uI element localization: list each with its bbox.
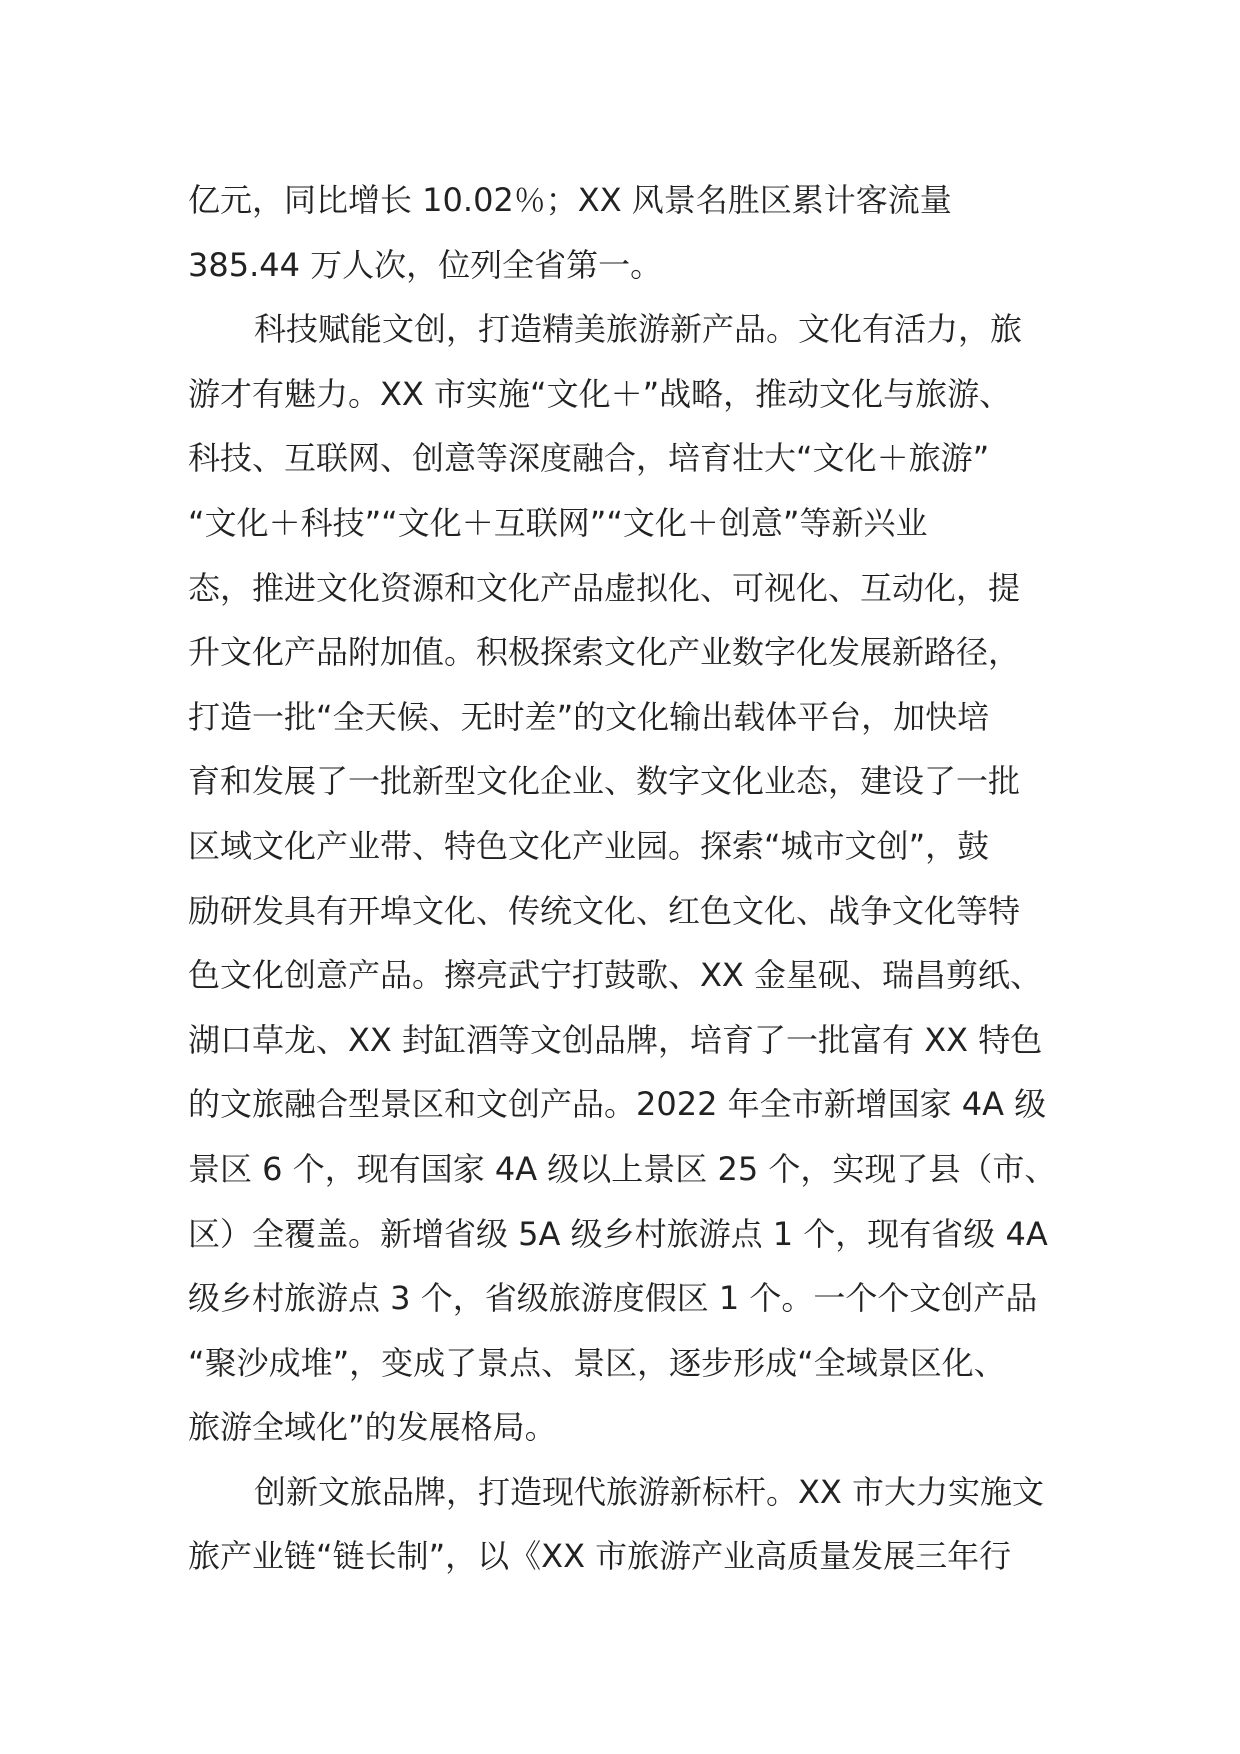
text-line: “文化＋科技”“文化＋互联网”“文化＋创意”等新兴业	[188, 503, 928, 542]
text-line: 旅游全域化”的发展格局。	[188, 1408, 557, 1447]
text-line: 旅产业链“链长制”，以《XX 市旅游产业高质量发展三年行	[188, 1537, 1012, 1576]
text-line: 湖口草龙、XX 封缸酒等文创品牌，培育了一批富有 XX 特色	[188, 1020, 1043, 1059]
paragraph-first-line: 科技赋能文创，打造精美旅游新产品。文化有活力，旅	[254, 310, 1023, 349]
text-line: 育和发展了一批新型文化企业、数字文化业态，建设了一批	[188, 762, 1021, 801]
text-line: 游才有魅力。XX 市实施“文化＋”战略，推动文化与旅游、	[188, 374, 1012, 413]
text-line: 励研发具有开埠文化、传统文化、红色文化、战争文化等特	[188, 891, 1021, 930]
text-line: 区）全覆盖。新增省级 5A 级乡村旅游点 1 个，现有省级 4A	[188, 1214, 1048, 1253]
paragraph-first-line: 创新文旅品牌，打造现代旅游新标杆。XX 市大力实施文	[254, 1472, 1045, 1511]
text-line: 亿元，同比增长 10.02％；XX 风景名胜区累计客流量	[188, 181, 952, 219]
text-line: 升文化产品附加值。积极探索文化产业数字化发展新路径，	[188, 633, 1021, 672]
text-line: “聚沙成堆”，变成了景点、景区，逐步形成“全域景区化、	[188, 1343, 1006, 1382]
text-line: 385.44 万人次，位列全省第一。	[188, 245, 663, 284]
text-line: 科技、互联网、创意等深度融合，培育壮大“文化＋旅游”	[188, 439, 990, 478]
text-line: 的文旅融合型景区和文创产品。2022 年全市新增国家 4A 级	[188, 1085, 1047, 1124]
text-line: 打造一批“全天候、无时差”的文化输出载体平台，加快培	[188, 697, 990, 736]
document-body	[188, 168, 1066, 1589]
text-line: 区域文化产业带、特色文化产业园。探索“城市文创”，鼓	[188, 826, 990, 865]
text-line: 色文化创意产品。擦亮武宁打鼓歌、XX 金星砚、瑞昌剪纸、	[188, 956, 1043, 995]
text-line: 态，推进文化资源和文化产品虚拟化、可视化、互动化，提	[188, 568, 1021, 607]
text-line: 级乡村旅游点 3 个，省级旅游度假区 1 个。一个个文创产品	[188, 1279, 1038, 1318]
text-line: 景区 6 个，现有国家 4A 级以上景区 25 个，实现了县（市、	[188, 1149, 1057, 1188]
